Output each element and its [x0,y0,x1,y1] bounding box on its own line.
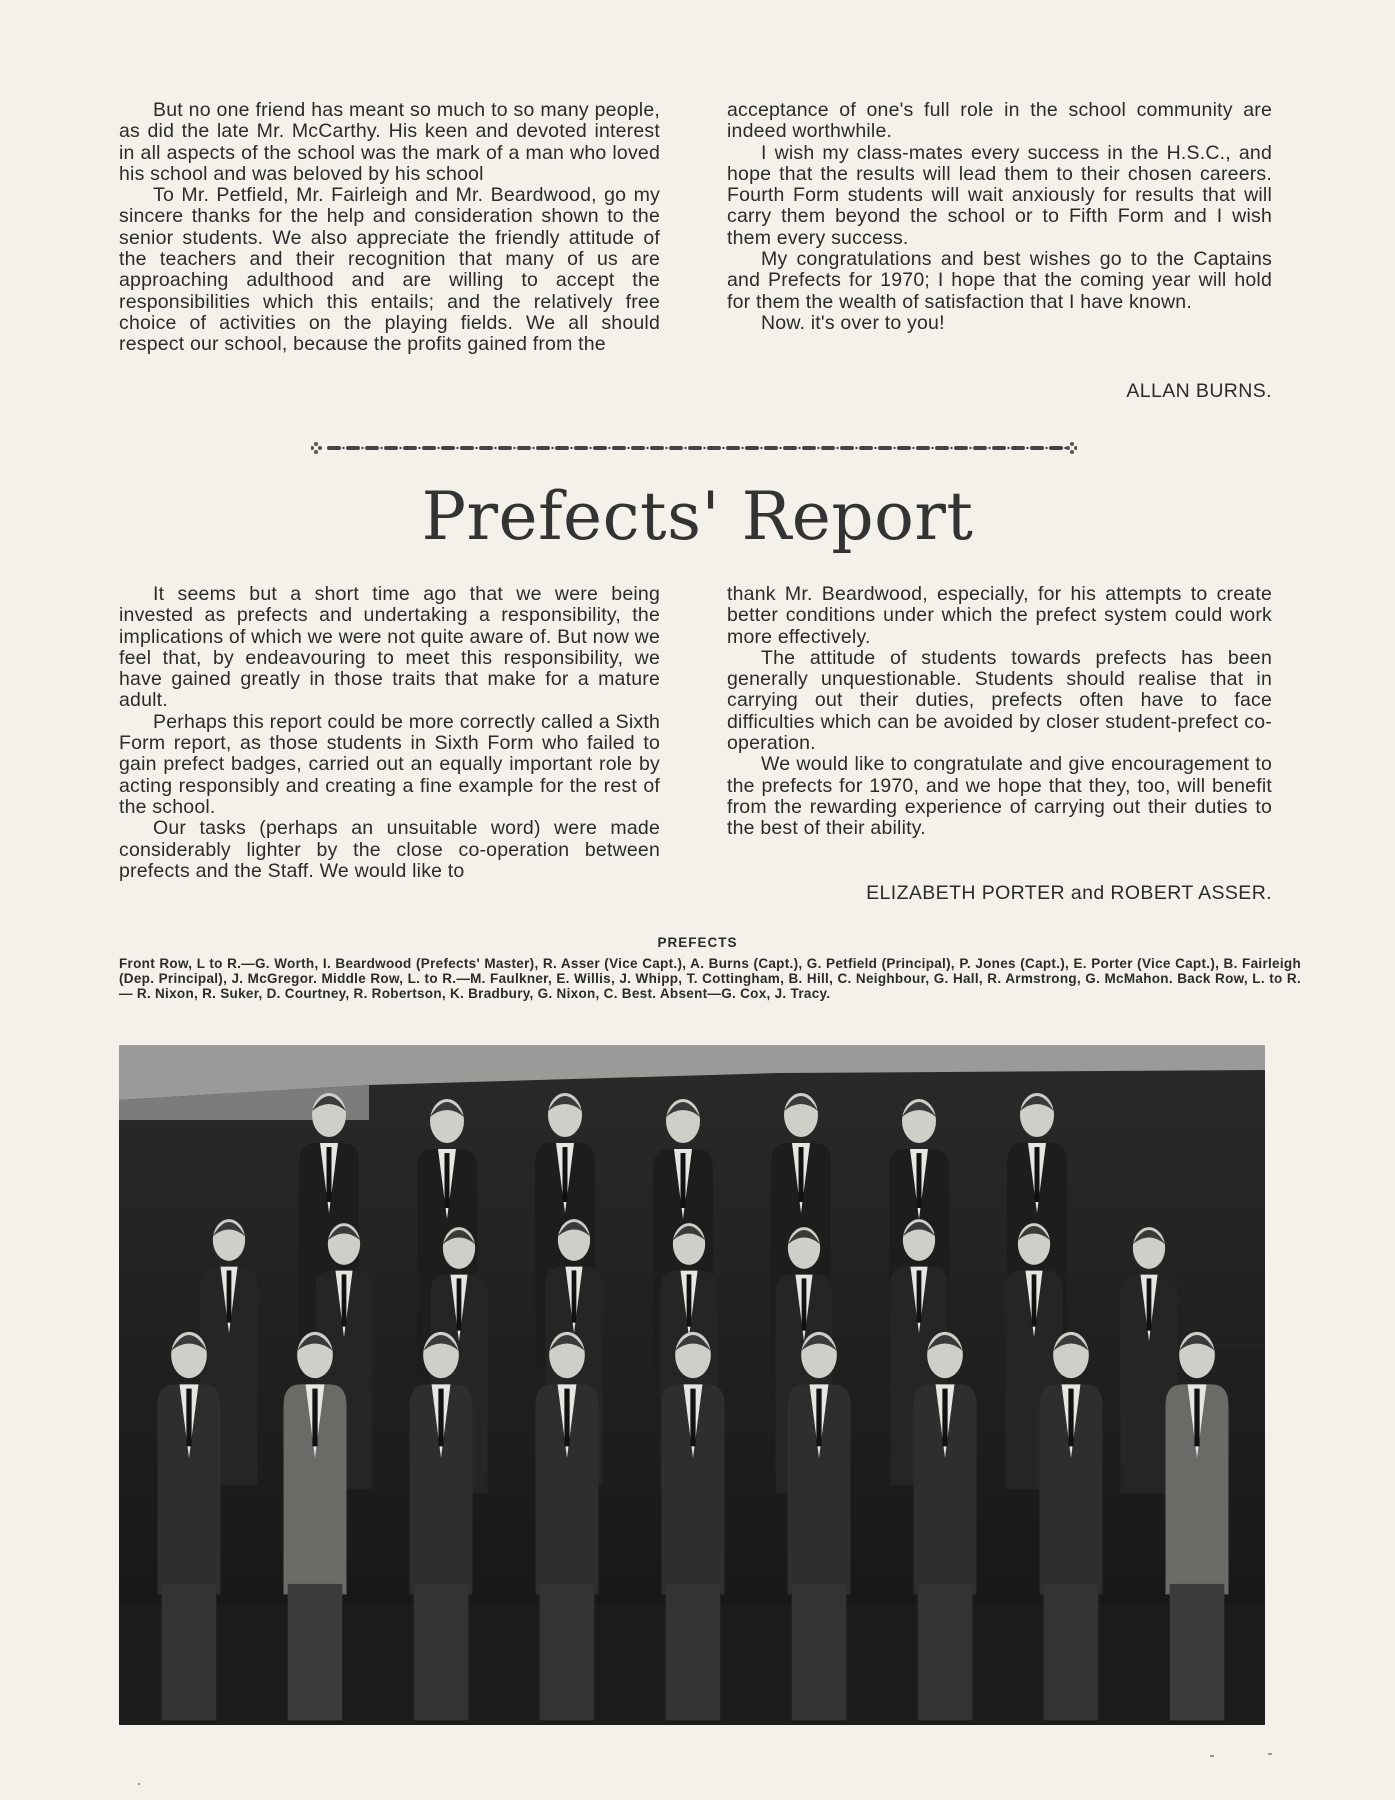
paragraph: Perhaps this report could be more correctly called a Sixth Form report, as those students in Sixth Form who failed to gain prefect badges, carried out an equally important role by acting responsibly and creating a fine example for the rest of the school. [119,710,660,818]
report-right-column [727,584,1272,840]
person [158,1332,221,1721]
photo-caption-text: Front Row, L to R.—G. Worth, I. Beardwood (Prefects' Master), R. Asser (Vice Capt.), A. Burns (Capt.), G. Petfield (Principal), P. Jones (Capt.), E. Porter (Vice Capt.), B. Fairleigh (Dep. Principal), J. McGregor. Middle Row, L. to R.—M. Faulkner, E. Willis, J. Whipp, T. Cottingham, B. Hill, C. Neighbour, G. Hall, R. Armstrong, G. McMahon. Back Row, L. to R.— R. Nixon, R. Suker, D. Courtney, R. Robertson, K. Bradbury, G. Nixon, C. Best. Absent—G. Cox, J. Tracy. [119,956,1301,1001]
person [914,1332,977,1721]
paragraph: thank Mr. Beardwood, especially, for his attempts to create better conditions under which the prefect system could work more effectively. [727,583,1272,648]
top-left-column [119,100,660,356]
person [536,1332,599,1721]
group-photo [119,1045,1265,1725]
person [284,1332,347,1721]
person [410,1332,473,1721]
photo-caption-heading: PREFECTS [657,935,738,950]
paragraph: The attitude of students towards prefects has been generally unquestionable. Students should realise that in carrying out their duties, prefects often have to face difficulties which can be avoided by closer student-prefect co-operation. [727,646,1272,755]
ornamental-divider [311,441,1077,455]
signature-allan-burns: ALLAN BURNS. [1126,380,1272,402]
signature-prefects: ELIZABETH PORTER and ROBERT ASSER. [866,882,1272,904]
paragraph: My congratulations and best wishes go to the Captains and Prefects for 1970; I hope that the coming year will hold for them the wealth of satisfaction that I have known. [727,248,1272,313]
person [788,1332,851,1721]
paragraph: I wish my class-mates every success in the H.S.C., and hope that the results will lead them to their chosen careers. Fourth Form students will wait anxiously for results that will carry them beyond the school or to Fifth Form and I wish them every success. [727,141,1272,249]
paragraph: acceptance of one's full role in the school community are indeed worthwhile. [727,99,1272,143]
paragraph: To Mr. Petfield, Mr. Fairleigh and Mr. Beardwood, go my sincere thanks for the help and consideration shown to the senior students. We also appreciate the friendly attitude of the teachers and their recognition that many of us are approaching adulthood and are willing to accept the responsibilities which this entails; and the relatively free choice of activities on the playing fields. We all should respect our school, because the profits gained from the [119,184,660,356]
page-title: Prefects' Report [421,478,974,555]
speck [1268,1753,1272,1755]
person [662,1332,725,1721]
speck [138,1783,140,1785]
paragraph: Our tasks (perhaps an unsuitable word) were made considerably lighter by the close co-operation between prefects and the Staff. We would like to [119,817,660,882]
paragraph: We would like to congratulate and give encouragement to the prefects for 1970, and we hope that they, too, will benefit from the rewarding experience of carrying out their duties to the best of their ability. [727,753,1272,840]
person [1040,1332,1103,1721]
speck [1210,1755,1214,1757]
paragraph: Now. it's over to you! [761,311,945,334]
person [1166,1332,1229,1721]
report-left-column [119,584,660,882]
paragraph: But no one friend has meant so much to so many people, as did the late Mr. McCarthy. His keen and devoted interest in all aspects of the school was the mark of a man who loved his school and was beloved by his school [119,99,660,185]
paragraph: It seems but a short time ago that we were being invested as prefects and undertaking a responsibility, the implications of which we were not quite aware of. But now we feel that, by endeavouring to meet this responsibility, we have gained greatly in those traits that make for a mature adult. [119,583,660,712]
top-right-column [727,100,1272,334]
